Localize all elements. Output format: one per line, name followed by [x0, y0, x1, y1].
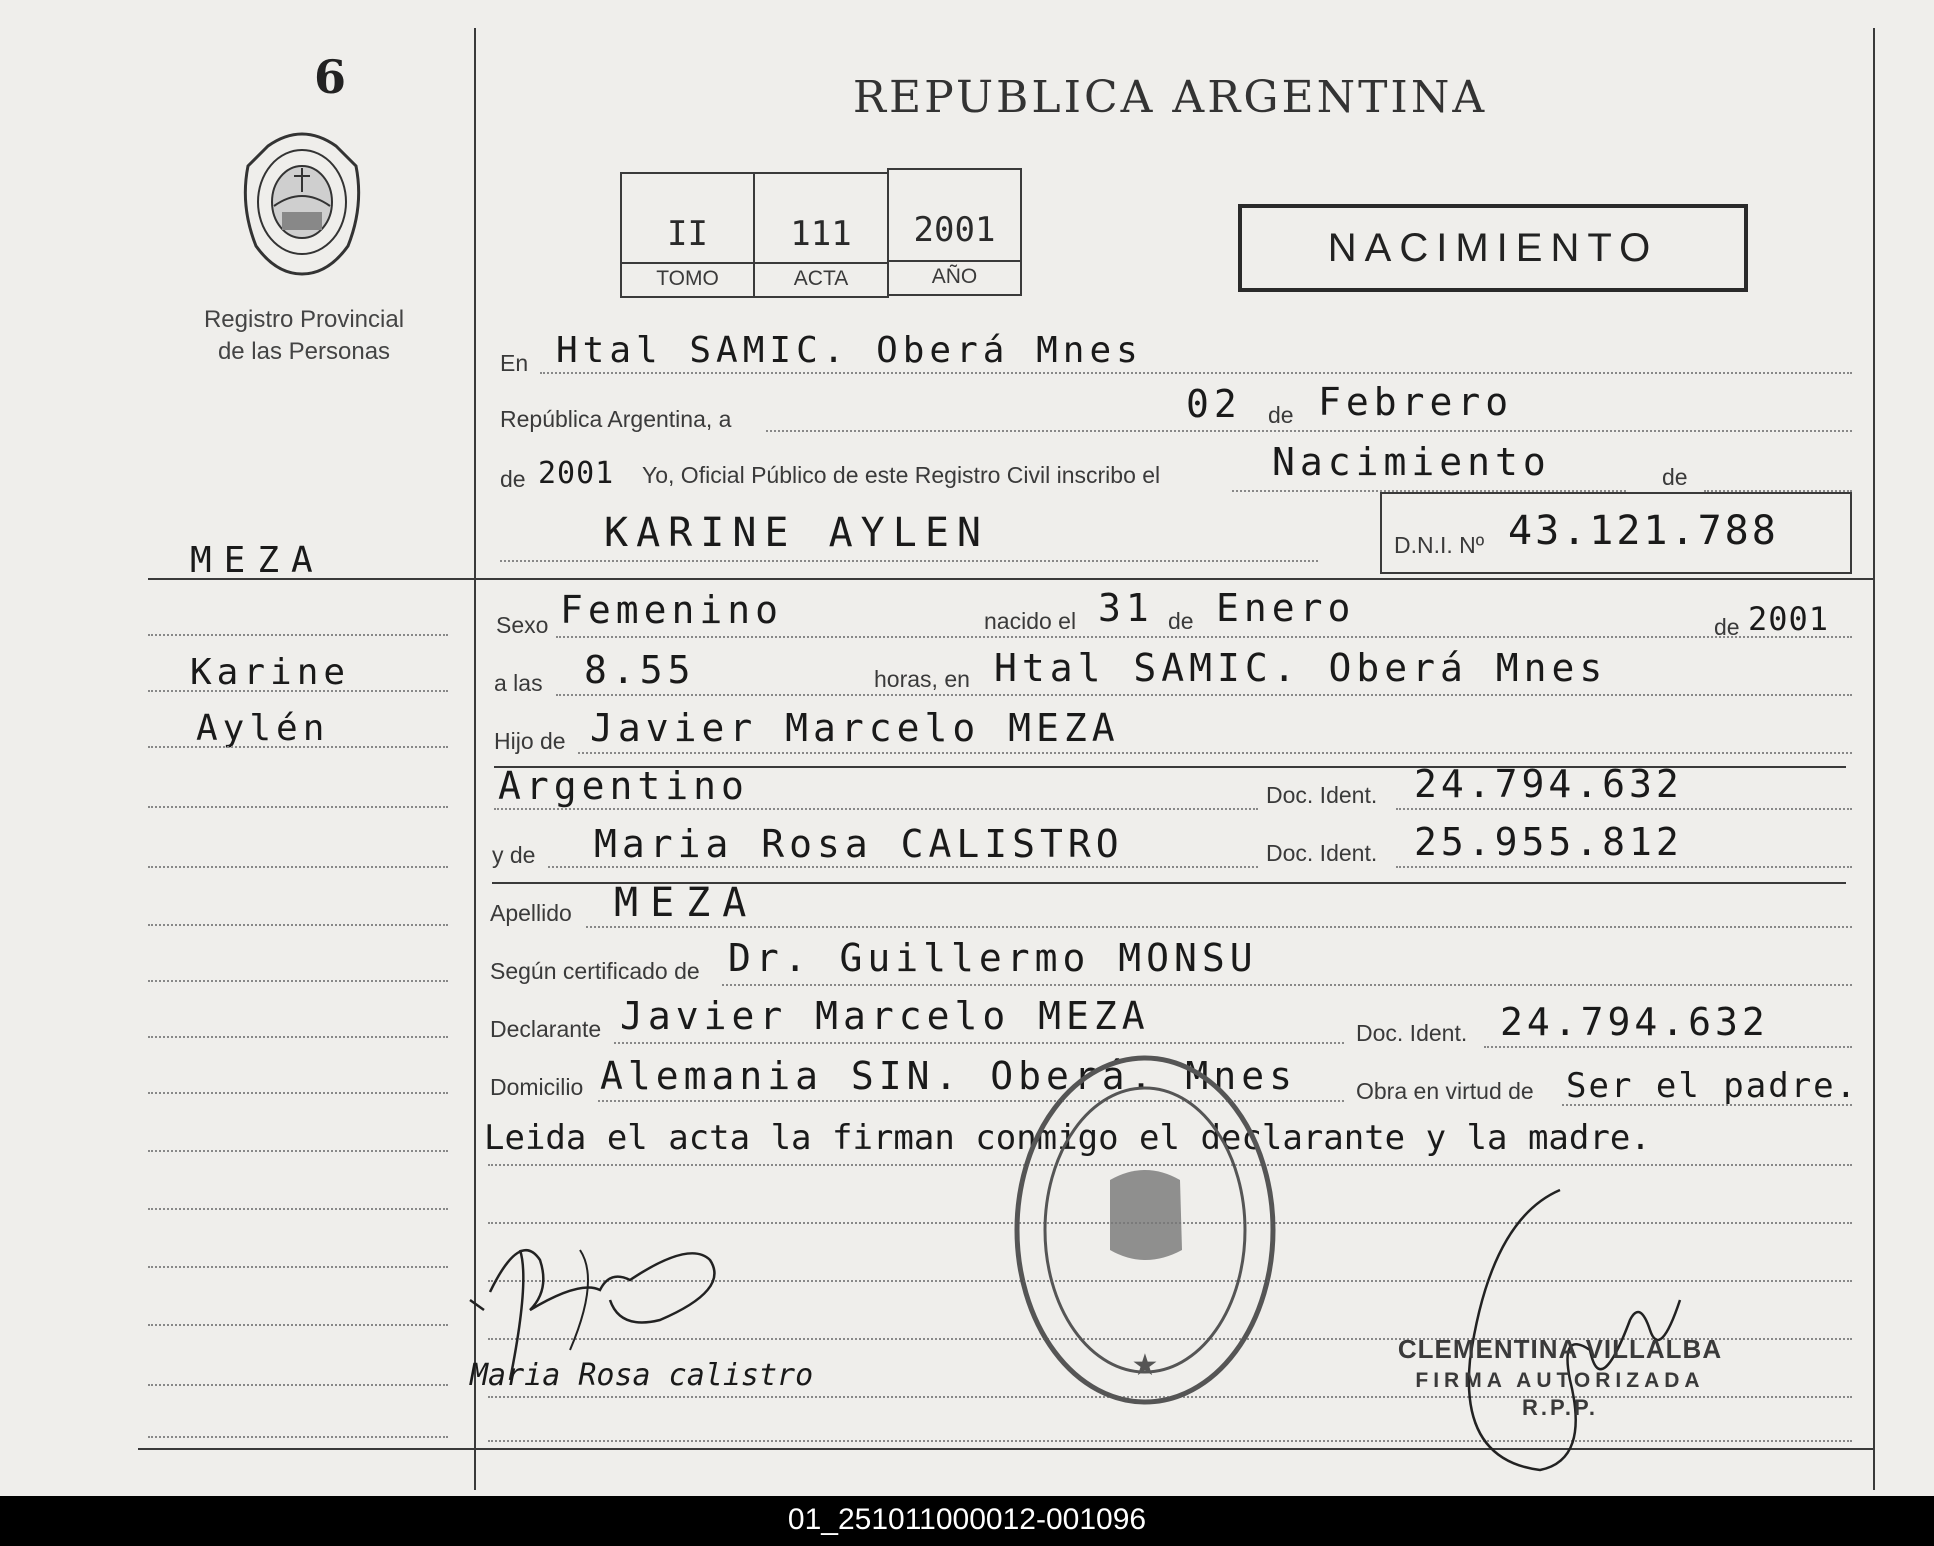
- margin-line: [148, 1150, 448, 1152]
- yo-label: Yo, Oficial Público de este Registro Civil inscribo el: [642, 462, 1161, 488]
- stamp-title: FIRMA AUTORIZADA: [1415, 1369, 1705, 1392]
- authorized-stamp: [1380, 1334, 1740, 1421]
- margin-line: [148, 1384, 448, 1386]
- margin-line: [148, 1266, 448, 1268]
- declarante-doc-line: [1484, 1046, 1852, 1048]
- apellido-line: [586, 926, 1852, 928]
- sexo-value: Femenino: [560, 588, 784, 632]
- tomo-value: II: [667, 214, 708, 254]
- domicilio-label: Domicilio: [490, 1074, 584, 1100]
- margin-line: [148, 1092, 448, 1094]
- declarante-line: [614, 1042, 1344, 1044]
- footer-id: 01_251011000012-001096: [787, 1503, 1147, 1536]
- father-doc-line: [1396, 808, 1852, 810]
- registry-title-line1: Registro Provincial: [203, 306, 405, 333]
- nationality-line: [494, 808, 1258, 810]
- sexo-label: Sexo: [496, 612, 549, 638]
- margin-line: [148, 924, 448, 926]
- acta-cell: [753, 172, 889, 298]
- mother-line: [548, 866, 1258, 868]
- month-value: Febrero: [1318, 380, 1514, 424]
- act-type-box: [1238, 204, 1748, 292]
- hijo-line: [578, 752, 1852, 754]
- day-value: 02: [1186, 382, 1242, 426]
- margin-given-name-2: Aylén: [196, 708, 330, 749]
- obra-label: Obra en virtud de: [1356, 1078, 1534, 1104]
- country-title: REPUBLICA ARGENTINA: [852, 72, 1488, 123]
- obra-value: Ser el padre.: [1566, 1066, 1859, 1106]
- margin-line: [148, 634, 448, 636]
- anio-label: AÑO: [889, 260, 1020, 294]
- alas-label: a las: [494, 670, 543, 696]
- closing-text: Leida el acta la firman conmigo el declarante y la madre.: [484, 1118, 1651, 1158]
- certificate-value: Dr. Guillermo MONSU: [728, 936, 1258, 980]
- birth-day-value: 31: [1098, 586, 1154, 630]
- acta-label: ACTA: [755, 262, 887, 296]
- registry-title: [170, 304, 438, 368]
- page-number: 6: [313, 50, 346, 104]
- sexo-line: [556, 636, 1852, 638]
- name-line: [500, 560, 1318, 562]
- margin-line: [148, 1208, 448, 1210]
- mother-doc-line: [1396, 866, 1852, 868]
- yde-label: y de: [492, 842, 536, 868]
- margin-surname: MEZA: [190, 540, 325, 581]
- birth-month-value: Enero: [1216, 586, 1356, 630]
- signature-right: [1450, 1180, 1710, 1480]
- signature-note: Maria Rosa calistro: [470, 1358, 814, 1393]
- dni-value: 43.121.788: [1508, 508, 1779, 554]
- place-value: Htal SAMIC. Oberá Mnes: [994, 646, 1608, 690]
- year-value: 2001: [538, 456, 615, 491]
- inscribe-value: Nacimiento: [1272, 440, 1551, 484]
- official-seal: [1010, 1050, 1280, 1410]
- father-name-value: Javier Marcelo MEZA: [590, 706, 1120, 750]
- margin-line: [148, 1436, 448, 1438]
- main-body-top-rule: [474, 578, 1873, 580]
- declarante-value: Javier Marcelo MEZA: [620, 994, 1150, 1038]
- birth-year-value: 2001: [1748, 600, 1830, 638]
- father-nationality-value: Argentino: [498, 764, 749, 808]
- mother-doc-value: 25.955.812: [1414, 820, 1683, 864]
- en-line: [540, 372, 1852, 374]
- tomo-cell: [620, 172, 755, 298]
- margin-given-name-1: Karine: [190, 652, 351, 693]
- registry-title-line2: de las Personas: [217, 338, 391, 365]
- svg-text:★: ★: [1131, 1349, 1159, 1382]
- doc-label-2: Doc. Ident.: [1266, 840, 1378, 866]
- province-seal: [238, 126, 366, 276]
- apellido-label: Apellido: [490, 900, 572, 926]
- acta-value: 111: [790, 214, 852, 254]
- republica-label: República Argentina, a: [500, 406, 732, 432]
- stamp-office: R.P.P.: [1522, 1395, 1598, 1420]
- republica-line: [766, 430, 1852, 432]
- declarante-label: Declarante: [490, 1016, 602, 1042]
- margin-line: [148, 866, 448, 868]
- hour-value: 8.55: [584, 648, 696, 692]
- margin-line: [148, 980, 448, 982]
- horas-label: horas, en: [874, 666, 970, 692]
- hijo-label: Hijo de: [494, 728, 566, 754]
- footer-bar: [0, 1496, 1934, 1546]
- right-border: [1873, 28, 1875, 1490]
- birth-de-label: de: [1168, 608, 1194, 634]
- margin-line: [148, 1036, 448, 1038]
- margin-line: [148, 806, 448, 808]
- de-label: de: [1268, 402, 1294, 428]
- tomo-label: TOMO: [622, 262, 753, 296]
- anio-value: 2001: [913, 210, 996, 250]
- apellido-value: MEZA: [614, 880, 759, 926]
- declarante-doc-value: 24.794.632: [1500, 1000, 1769, 1044]
- segun-label: Según certificado de: [490, 958, 700, 984]
- margin-line: [148, 746, 448, 748]
- en-value: Htal SAMIC. Oberá Mnes: [556, 330, 1143, 371]
- segun-line: [722, 984, 1852, 986]
- dni-label: D.N.I. Nº: [1394, 532, 1485, 558]
- mother-name-value: Maria Rosa CALISTRO: [594, 822, 1124, 866]
- father-doc-value: 24.794.632: [1414, 762, 1683, 806]
- en-label: En: [500, 350, 529, 376]
- doc-label-3: Doc. Ident.: [1356, 1020, 1468, 1046]
- act-type: NACIMIENTO: [1327, 226, 1659, 270]
- de-label-2: de: [1662, 464, 1688, 490]
- doc-label-1: Doc. Ident.: [1266, 782, 1378, 808]
- margin-line: [148, 690, 448, 692]
- name-value: KARINE AYLEN: [604, 510, 989, 556]
- anio-cell: [887, 168, 1022, 296]
- de-year-label: de: [500, 466, 526, 492]
- margin-line: [148, 1324, 448, 1326]
- nacido-label: nacido el: [984, 608, 1077, 634]
- birth-de-year-label: de: [1714, 614, 1740, 640]
- alas-line: [556, 694, 1852, 696]
- domicilio-value: Alemania SIN. Oberá. Mnes: [600, 1054, 1297, 1098]
- stamp-name: CLEMENTINA VILLALBA: [1397, 1334, 1723, 1364]
